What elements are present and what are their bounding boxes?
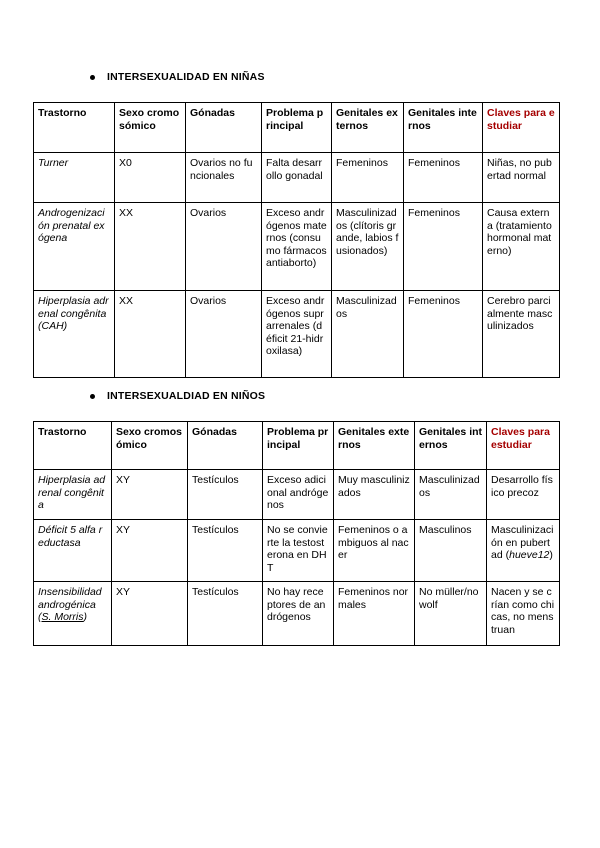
cell: Falta desarrollo gonadal: [262, 153, 332, 203]
table-header-row: [34, 103, 560, 153]
cell: Testículos: [188, 520, 263, 582]
cell: Exceso adicional andrógenos: [263, 470, 334, 520]
heading-text: INTERSEXUALIDAD EN NIÑAS: [107, 71, 265, 83]
col-header: Gónadas: [186, 103, 262, 153]
cell-disorder: Insensibilidad androgénica (S. Morris): [34, 582, 112, 646]
cell: XY: [112, 520, 188, 582]
cell: X0: [115, 153, 186, 203]
col-header: Problema principal: [263, 422, 334, 470]
cell: Masculinizados: [415, 470, 487, 520]
cell: Femeninos: [404, 203, 483, 291]
cell: Testículos: [188, 470, 263, 520]
cell: Niñas, no pubertad normal: [483, 153, 560, 203]
cell: Exceso andrógenos suprarrenales (déficit 21-hidroxilasa): [262, 291, 332, 378]
cell: XY: [112, 470, 188, 520]
table-row: [34, 582, 560, 646]
cell: Femeninos: [404, 153, 483, 203]
cell: Testículos: [188, 582, 263, 646]
cell: No müller/no wolf: [415, 582, 487, 646]
table-row: [34, 291, 560, 378]
col-header: Genitales externos: [334, 422, 415, 470]
cell-disorder: Hiperplasia adrenal congênita (CAH): [34, 291, 115, 378]
section-heading-boys: [90, 390, 265, 402]
table-row: [34, 153, 560, 203]
col-header: Gónadas: [188, 422, 263, 470]
table-row: [34, 520, 560, 582]
cell-note: hueve12: [509, 549, 550, 561]
cell: Ovarios: [186, 291, 262, 378]
cell: Ovarios no funcionales: [186, 153, 262, 203]
col-header: Trastorno: [34, 422, 112, 470]
cell: XX: [115, 291, 186, 378]
cell-disorder: Hiperplasia adrenal congênita: [34, 470, 112, 520]
cell: XY: [112, 582, 188, 646]
table-row: [34, 470, 560, 520]
cell-note: S. Morris: [41, 611, 84, 623]
section-heading-girls: [90, 71, 265, 83]
cell-text: Insensibilidad androgénica: [38, 586, 102, 611]
cell: Femeninos o ambiguos al nacer: [334, 520, 415, 582]
cell: Femeninos: [404, 291, 483, 378]
col-header-highlight: Claves para estudiar: [483, 103, 560, 153]
bullet-icon: [90, 75, 95, 80]
table-row: [34, 203, 560, 291]
cell: Exceso andrógenos maternos (consumo fármacos antiaborto): [262, 203, 332, 291]
cell: No hay receptores de andrógenos: [263, 582, 334, 646]
cell: Masculinizados: [332, 291, 404, 378]
col-header: Genitales internos: [404, 103, 483, 153]
col-header: Trastorno: [34, 103, 115, 153]
col-header: Problema principal: [262, 103, 332, 153]
col-header: Genitales externos: [332, 103, 404, 153]
table-girls: [33, 102, 560, 378]
cell: Cerebro parcialmente masculinizados: [483, 291, 560, 378]
cell: Femeninos: [332, 153, 404, 203]
col-header: Genitales internos: [415, 422, 487, 470]
cell: Femeninos normales: [334, 582, 415, 646]
bullet-icon: [90, 394, 95, 399]
cell: Muy masculinizados: [334, 470, 415, 520]
cell: Masculinización en pubertad (hueve12): [487, 520, 560, 582]
cell: XX: [115, 203, 186, 291]
table-boys: [33, 421, 560, 646]
heading-text: INTERSEXUALDIAD EN NIÑOS: [107, 390, 266, 402]
cell: Causa externa (tratamiento hormonal materno): [483, 203, 560, 291]
cell: No se convierte la testosterona en DHT: [263, 520, 334, 582]
cell-text: Masculinización en pubertad: [491, 524, 554, 561]
cell-disorder: Androgenización prenatal exógena: [34, 203, 115, 291]
table-header-row: [34, 422, 560, 470]
cell: Nacen y se crían como chicas, no menstruan: [487, 582, 560, 646]
cell-disorder: Turner: [34, 153, 115, 203]
cell: Masculinizados (clítoris grande, labios fusionados): [332, 203, 404, 291]
cell: Ovarios: [186, 203, 262, 291]
col-header: Sexo cromosómico: [115, 103, 186, 153]
col-header-highlight: Claves para estudiar: [487, 422, 560, 470]
cell: Masculinos: [415, 520, 487, 582]
cell: Desarrollo físico precoz: [487, 470, 560, 520]
col-header: Sexo cromosómico: [112, 422, 188, 470]
cell-disorder: Déficit 5 alfa reductasa: [34, 520, 112, 582]
